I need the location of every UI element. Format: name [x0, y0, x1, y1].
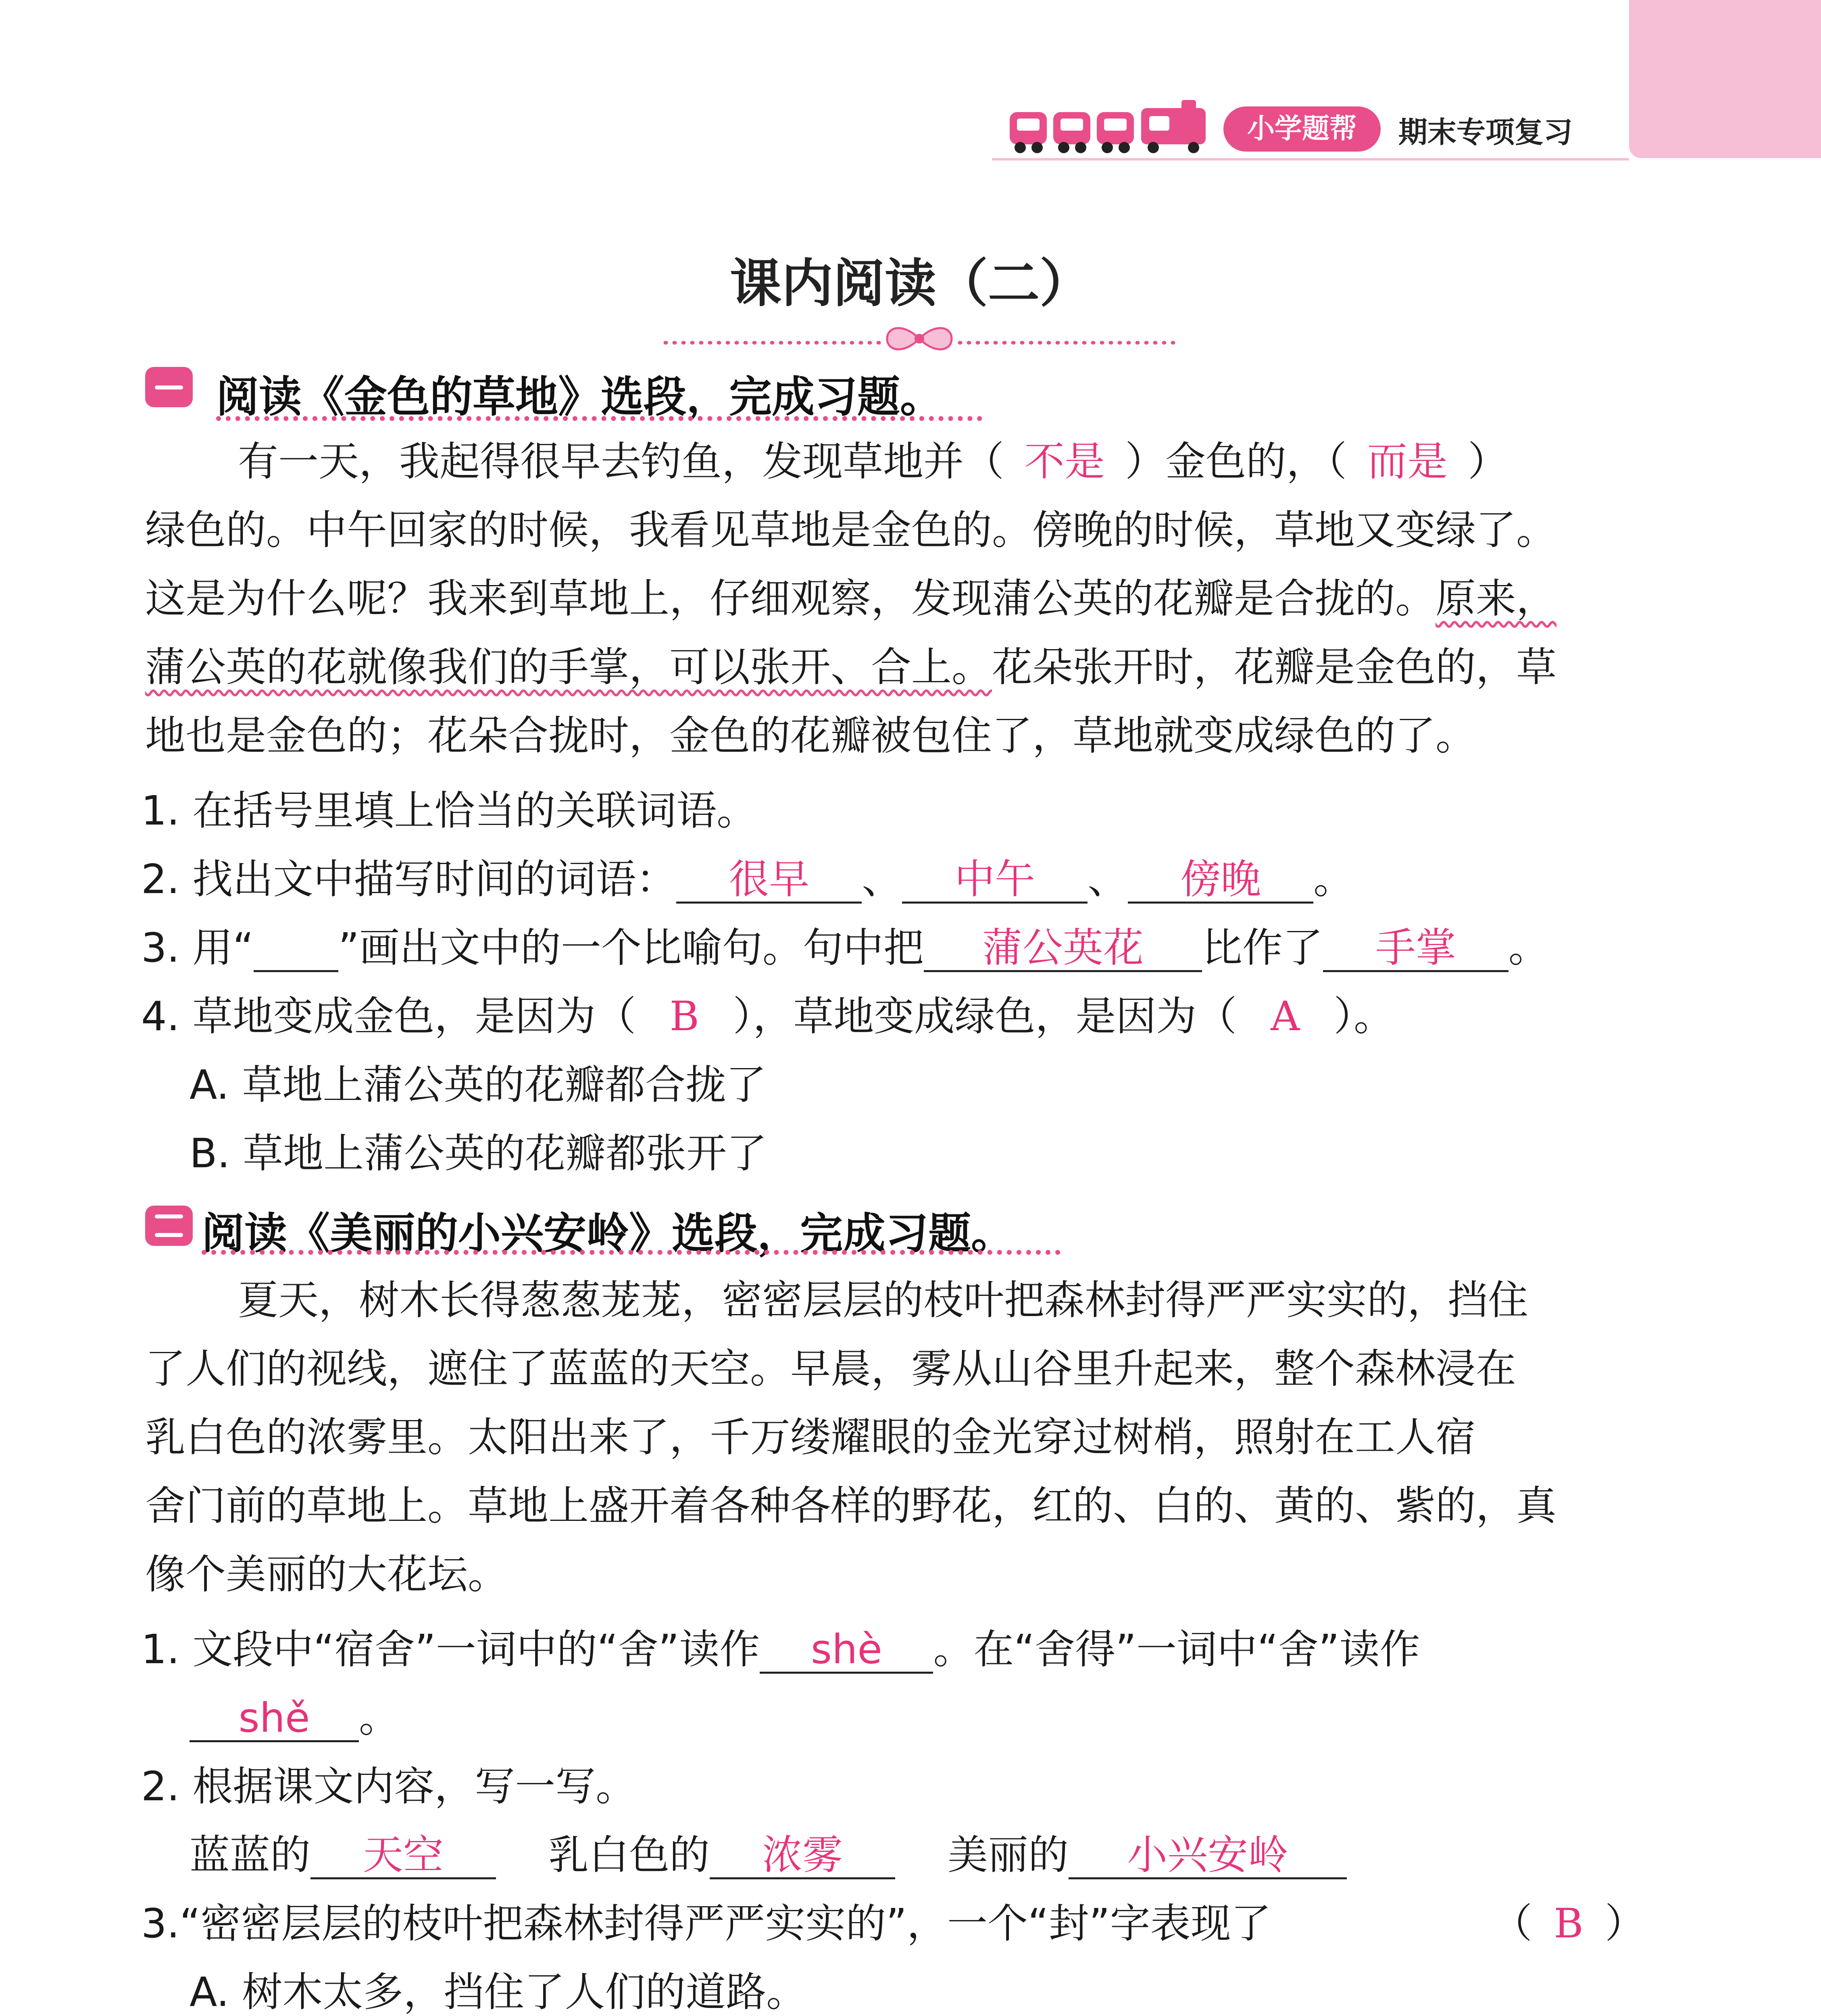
- s1-question-1: 1. 在括号里填上恰当的关联词语。: [141, 787, 757, 834]
- s1-question-4: 4. 草地变成金色，是因为（ B ），草地变成绿色，是因为（ A ）。: [141, 993, 1394, 1040]
- section-1-badge: [145, 367, 193, 407]
- s1-option-b: B. 草地上蒲公英的花瓣都张开了: [190, 1130, 767, 1177]
- header-subtitle: 期末专项复习: [1398, 115, 1573, 149]
- passage-2-line-4: 舍门前的草地上。草地上盛开着各种各样的野花，红的、白的、黄的、紫的，真: [145, 1482, 1556, 1529]
- simile-underline-part-2: 蒲公英的花就像我们的手掌，可以张开、合上。: [145, 644, 992, 691]
- answer-time-1: 很早: [676, 857, 862, 904]
- section-2-title: 阅读《美丽的小兴安岭》选段，完成习题。: [202, 1209, 1014, 1258]
- answer-conjunction-2: 而是: [1367, 438, 1448, 485]
- passage-1-line-1: 有一天，我起得很早去钓鱼，发现草地并（ 不是 ）金色的，（ 而是 ）: [238, 427, 1508, 496]
- s2-q3-option-a: A. 树木太多，挡住了人们的道路。: [190, 1968, 807, 2016]
- answer-beautiful: 小兴安岭: [1069, 1833, 1347, 1879]
- header-corner-tab: [1629, 0, 1821, 158]
- brand-badge: 小学题帮: [1223, 106, 1381, 152]
- passage-1-line-4: 蒲公英的花就像我们的手掌，可以张开、合上。花朵张开时，花瓣是金色的，草: [145, 644, 1556, 691]
- s2-question-2: 2. 根据课文内容，写一写。: [141, 1763, 636, 1810]
- header-divider: [992, 158, 1629, 160]
- answer-simile-subject: 蒲公英花: [924, 926, 1202, 972]
- answer-choice-green: A: [1271, 993, 1300, 1040]
- passage-2-line-2: 了人们的视线，遮住了蓝蓝的天空。早晨，雾从山谷里升起来，整个森林浸在: [145, 1345, 1516, 1392]
- passage-1-line-3: 这是为什么呢？我来到草地上，仔细观察，发现蒲公英的花瓣是合拢的。原来，: [145, 575, 1556, 622]
- passage-2-line-5: 像个美丽的大花坛。: [145, 1551, 508, 1598]
- passage-1-line-2: 绿色的。中午回家的时候，我看见草地是金色的。傍晚的时候，草地又变绿了。: [145, 506, 1556, 554]
- answer-blue: 天空: [310, 1833, 496, 1879]
- section-2-badge: [145, 1206, 193, 1246]
- answer-milky: 浓雾: [710, 1833, 895, 1879]
- train-icon: [1008, 100, 1210, 156]
- s2-question-1: 1. 文段中“宿舍”一词中的“舍”读作 shè 。在“舍得”一词中“舍”读作: [141, 1626, 1420, 1673]
- passage-1-line-5: 地也是金色的；花朵合拢时，金色的花瓣被包住了，草地就变成绿色的了。: [145, 712, 1476, 759]
- s2-question-2-fill: 蓝蓝的 天空 乳白色的 浓雾 美丽的 小兴安岭: [190, 1822, 1347, 1881]
- answer-time-2: 中午: [902, 857, 1088, 904]
- bow-decoration-icon: [661, 323, 1177, 355]
- s2-question-1-cont: shě 。: [190, 1685, 399, 1743]
- simile-underline-part-1: 原来，: [1436, 575, 1556, 622]
- s1-option-a: A. 草地上蒲公英的花瓣都合拢了: [190, 1061, 767, 1108]
- answer-choice-seal: B: [1554, 1900, 1583, 1947]
- section-1-title: 阅读《金色的草地》选段，完成习题。: [216, 372, 943, 422]
- section-1-title-underline: [216, 416, 982, 421]
- passage-2-line-3: 乳白色的浓雾里。太阳出来了，千万缕耀眼的金光穿过树梢，照射在工人宿: [145, 1414, 1476, 1461]
- answer-pinyin-2: shě: [190, 1696, 359, 1742]
- s1-question-2: 2. 找出文中描写时间的词语： 很早 、 中午 、 傍晚 。: [141, 856, 1354, 903]
- s2-question-3: 3.“密密层层的枝叶把森林封得严严实实的”，一个“封”字表现了: [141, 1900, 1271, 1947]
- page-title: 课内阅读（二）: [729, 254, 1091, 314]
- passage-2-line-1: 夏天，树木长得葱葱茏茏，密密层层的枝叶把森林封得严严实实的，挡住: [238, 1277, 1528, 1324]
- answer-simile-object: 手掌: [1323, 926, 1508, 972]
- answer-conjunction-1: 不是: [1024, 438, 1105, 485]
- answer-pinyin-1: shè: [760, 1627, 933, 1674]
- wavy-line-sample: [254, 926, 338, 972]
- answer-choice-golden: B: [669, 993, 699, 1040]
- answer-time-3: 傍晚: [1128, 857, 1313, 904]
- section-2-title-underline: [202, 1250, 1061, 1255]
- s1-question-3: 3. 用“ ”画出文中的一个比喻句。句中把 蒲公英花 比作了 手掌 。: [141, 924, 1549, 971]
- s2-question-3-bracket: （ B ）: [1492, 1900, 1645, 1947]
